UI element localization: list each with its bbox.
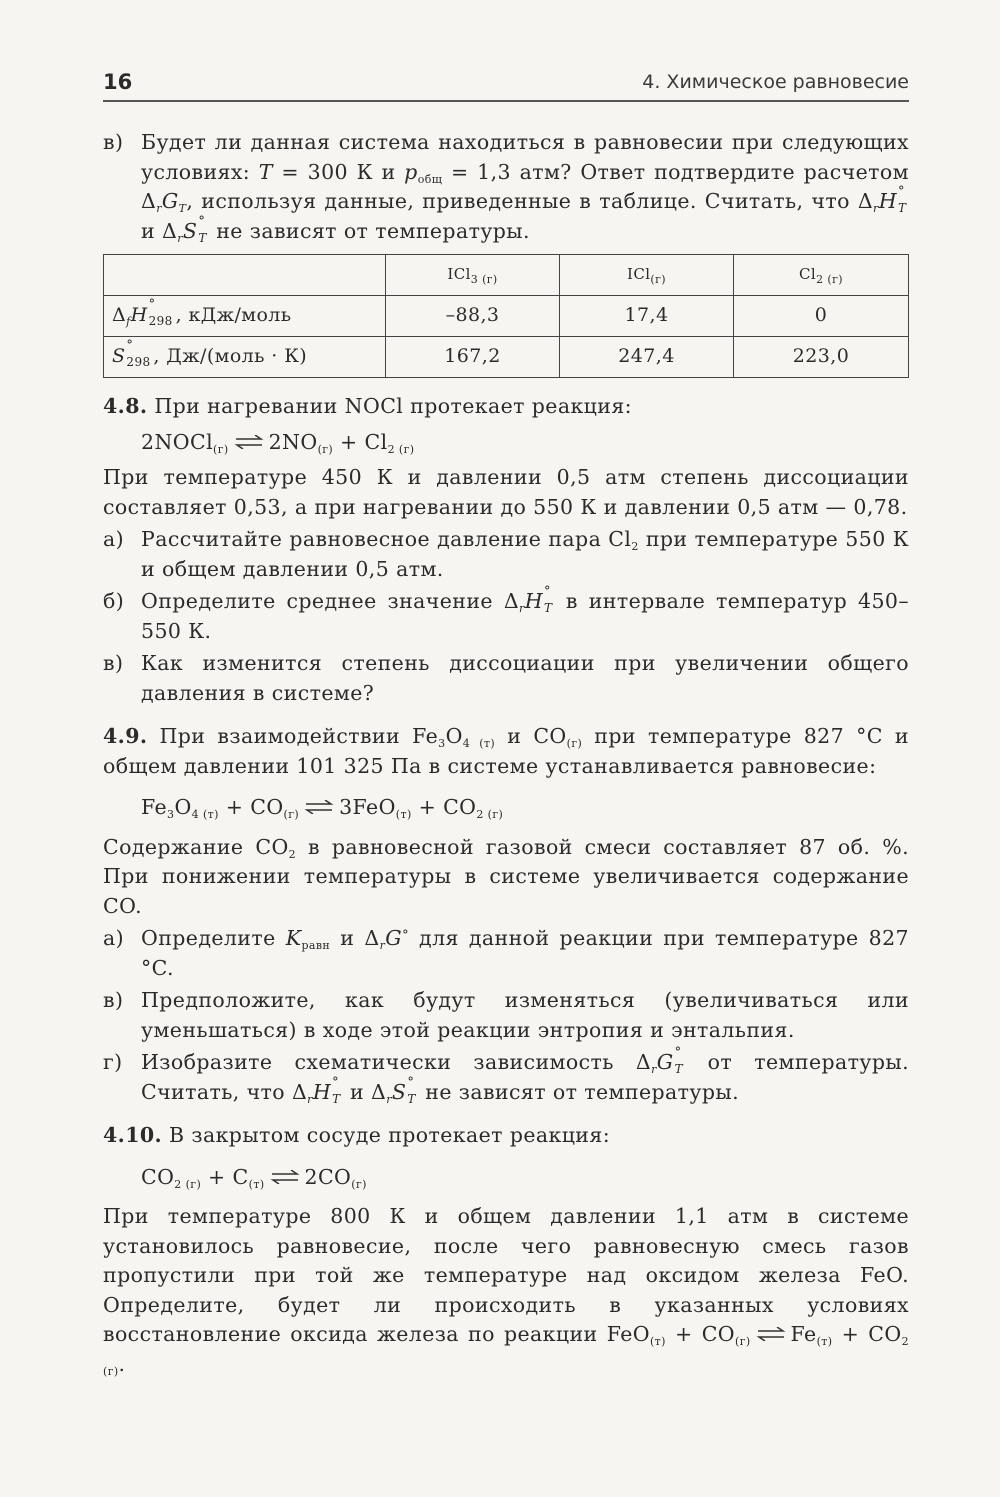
equation-4-10: $CO_{2 (г)} + C_{(т)}$ $2CO_{(г)}$: [141, 1164, 367, 1191]
problem-4-8-intro: 4.8. При нагревании NOCl протекает реакция:: [103, 394, 632, 418]
table-cell: 223,0: [734, 337, 909, 378]
item-text: Будет ли данная система находиться в равновесии при следующих условиях: T = 300 К и $p_{общ} = 1,3$ атм? Ответ подтвердите расчетом $\Delta_rG_T$, используя данные, приведенные в таблице. Считать, что $\Delta_rH$ ° T и $\Delta_rS$ ° T не зависят от температуры.: [141, 130, 909, 245]
equation-4-8: 2NOCl$_{(г)}$ $2NO_{(г)} + Cl_{2 (г)}$: [141, 429, 415, 456]
item-text: Рассчитайте равновесное давление пара $Cl_2$ при температуре 550 К и общем давлении 0,5 атм.: [141, 527, 909, 581]
item-text: Изобразите схематически зависимость $\Delta_rG$ ° T от температуры. Считать, что $\Delta_rH$ ° T и $\Delta_rS$ ° T не зависят от температуры.: [141, 1045, 909, 1106]
table-header-row: [104, 255, 909, 296]
table-cell: 167,2: [386, 337, 560, 378]
problem-4-10-text: При температуре 800 К и общем давлении 1,1 атм в системе установилось равновесие, после чего равновесную смесь газов пропустили при той же температуре над оксидом железа FeO. Определите, будет ли происходить в указанных условиях восстановление оксида железа по реакции $FeO_{(т)} + CO_{(г)}$ $Fe_{(т)} + CO_{2 (г)}$.: [103, 1204, 910, 1378]
item-label: а): [103, 527, 125, 551]
item-label: в): [103, 651, 124, 675]
item-label: в): [103, 988, 124, 1012]
textbook-page: [103, 60, 909, 1379]
equilibrium-arrow-icon: [756, 1327, 786, 1341]
problem-4-9-item-v: [103, 986, 909, 1045]
table-col-header: ICl$_{3 (г)}$: [386, 255, 560, 296]
item-label: г): [103, 1050, 123, 1074]
equilibrium-arrow-icon: [304, 800, 334, 814]
table-cell: 17,4: [560, 296, 734, 337]
item-text: Определите $K_{равн}$ и $\Delta_rG^\circ$ для данной реакции при температуре 827 °C.: [141, 926, 909, 980]
problem-4-10-intro: 4.10. В закрытом сосуде протекает реакция:: [103, 1123, 611, 1147]
problem-number: 4.10.: [103, 1123, 163, 1147]
table-row-label: $\Delta_fH$ ° 298 , кДж/моль: [104, 296, 386, 337]
table-col-header: ICl$_{(г)}$: [560, 255, 734, 296]
item-label: б): [103, 589, 125, 613]
table-cell: –88,3: [386, 296, 560, 337]
page-header: [103, 60, 909, 102]
problem-4-8-text: При температуре 450 К и давлении 0,5 атм степень диссоциации составляет 0,53, а при нагревании до 550 К и давлении 0,5 атм — 0,78.: [103, 465, 909, 519]
page-number: 16: [103, 70, 133, 94]
table-col-header: $Cl_{2 (г)}$: [734, 255, 909, 296]
problem-4-8-item-a: [103, 525, 909, 584]
thermo-data-table: [103, 254, 909, 378]
problem-4-7-item-v: [103, 128, 909, 246]
item-text: Как изменится степень диссоциации при увеличении общего давления в системе?: [141, 651, 909, 705]
chapter-title: 4. Химическое равновесие: [642, 71, 909, 93]
table-row-label: S ° 298 , Дж/(моль · К): [104, 337, 386, 378]
table-cell: 247,4: [560, 337, 734, 378]
table-row: [104, 337, 909, 378]
problem-number: 4.9.: [103, 724, 148, 748]
problem-4-9-item-a: [103, 924, 909, 983]
item-label: а): [103, 926, 125, 950]
table-cell: 0: [734, 296, 909, 337]
problem-4-8-item-b: [103, 584, 910, 646]
equilibrium-arrow-icon: [270, 1170, 300, 1184]
page-body: [103, 128, 909, 1379]
problem-4-9-intro: 4.9. При взаимодействии $Fe_3O_{4 (т)}$ и $CO_{(г)}$ при температуре 827 °C и общем давлении 101 325 Па в системе устанавливается равновесие:: [103, 724, 910, 778]
problem-number: 4.8.: [103, 394, 148, 418]
problem-4-9-item-g: [103, 1045, 909, 1107]
table-row: [104, 296, 909, 337]
item-text: Предположите, как будут изменяться (увеличиваться или уменьшаться) в ходе этой реакции энтропия и энтальпия.: [141, 988, 909, 1042]
item-text: Определите среднее значение $\Delta_rH$ ° T в интервале температур 450–550 К.: [141, 584, 910, 643]
equation-4-9: $Fe_3O_{4 (т)} + CO_{(г)}$ $3FeO_{(т)} + CO_{2 (г)}$: [141, 795, 504, 821]
equilibrium-arrow-icon: [234, 435, 264, 449]
problem-4-9-text: Содержание $CO_2$ в равновесной газовой смеси составляет 87 об. %. При понижении температуры в системе увеличивается содержание CO.: [103, 834, 910, 918]
item-label: в): [103, 130, 124, 154]
problem-4-8-item-v: [103, 649, 909, 708]
table-corner-cell: [104, 255, 386, 296]
